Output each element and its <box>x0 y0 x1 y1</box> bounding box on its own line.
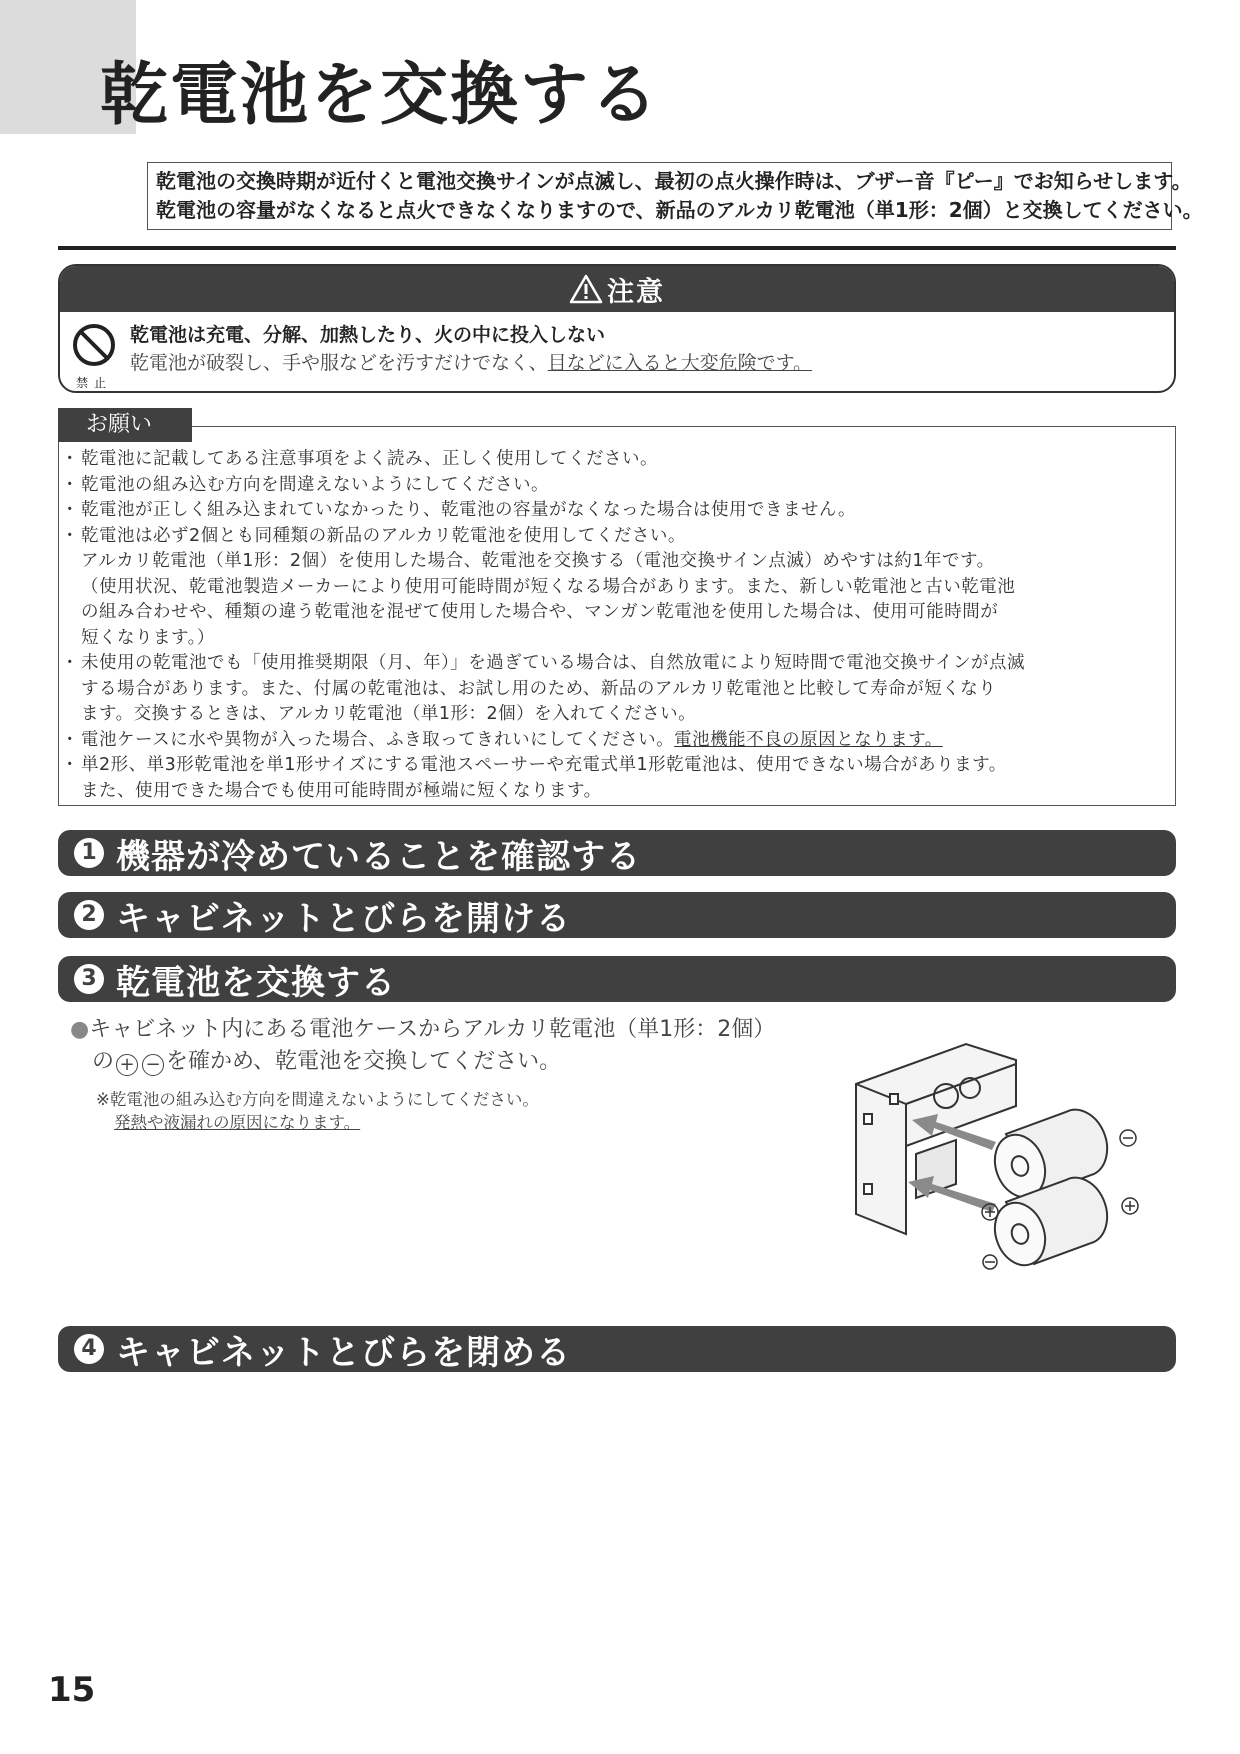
caution-header-label: 注意 <box>607 276 665 308</box>
request-line: ・ 乾電池が正しく組み込まれていなかったり、乾電池の容量がなくなった場合は使用できません。 <box>81 500 857 520</box>
plus-terminal-icon: + <box>116 1054 138 1076</box>
step-3-line-2-post: を確かめ、乾電池を交換してください。 <box>166 1049 562 1074</box>
step-2-bar <box>58 892 1176 938</box>
request-line: ・ 乾電池に記載してある注意事項をよく読み、正しく使用してください。 <box>81 449 659 469</box>
request-list <box>67 447 1165 804</box>
request-box <box>58 426 1176 806</box>
request-line: ・ 単2形、単3形乾電池を単1形サイズにする電池スペーサーや充電式単1形乾電池は、使用できない場合があります。 <box>81 755 1007 775</box>
page-title: 乾電池を交換する <box>100 56 661 135</box>
request-tab: お願い <box>58 408 192 442</box>
warning-triangle-icon <box>569 274 603 304</box>
request-item <box>67 728 1165 754</box>
request-line: 短くなります。） <box>81 627 215 648</box>
step-3-note <box>96 1088 539 1134</box>
step-3-line-1-text: キャビネット内にある電池ケースからアルカリ乾電池（単1形：2個） <box>89 1017 776 1042</box>
request-underlined-text: 電池機能不良の原因となります。 <box>674 729 943 750</box>
request-line: ・ 乾電池の組み込む方向を間違えないようにしてください。 <box>81 474 549 495</box>
prohibit-label: 禁止 <box>75 376 112 390</box>
request-item <box>67 498 1165 524</box>
divider-rule <box>58 246 1176 250</box>
step-3-title: 乾電池を交換する <box>116 962 396 1003</box>
step-4-bar <box>58 1326 1176 1372</box>
step-3-line-2-pre: の <box>92 1049 115 1074</box>
step-2-title: キャビネットとびらを開ける <box>116 898 571 939</box>
step-3-bar <box>58 956 1176 1002</box>
intro-line-1: 乾電池の交換時期が近付くと電池交換サインが点滅し、最初の点火操作時は、ブザー音『ピー』でお知らせします。 <box>156 169 1192 193</box>
request-item <box>67 753 1165 804</box>
request-line: アルカリ乾電池（単1形：2個）を使用した場合、乾電池を交換する（電池交換サイン点滅）めやすは約1年です。 <box>81 551 995 571</box>
caution-body-underlined: 目などに入ると大変危険です。 <box>547 352 813 374</box>
step-4-title: キャビネットとびらを閉める <box>116 1332 571 1373</box>
page-number: 15 <box>48 1670 96 1710</box>
request-plain-text: 電池ケースに水や異物が入った場合、ふき取ってきれいにしてください。 <box>81 729 675 750</box>
request-line: ・ 乾電池は必ず2個とも同種類の新品のアルカリ乾電池を使用してください。 <box>81 525 686 546</box>
request-line: また、使用できた場合でも使用可能時間が極端に短くなります。 <box>81 780 602 801</box>
intro-box <box>147 162 1203 230</box>
caution-body <box>130 348 812 375</box>
caution-header <box>60 266 1174 312</box>
step-1-number: 1 <box>74 838 104 868</box>
step-2-number: 2 <box>74 900 104 930</box>
minus-symbol-icon <box>983 1255 997 1269</box>
intro-line-2: 乾電池の容量がなくなると点火できなくなりますので、新品のアルカリ乾電池（単1形：2個）と交換してください。 <box>156 198 1203 222</box>
request-item <box>67 447 1165 473</box>
request-line: の組み合わせや、種類の違う乾電池を混ぜて使用した場合や、マンガン乾電池を使用した場合は、使用可能時間が <box>81 602 999 622</box>
step-3-instructions <box>70 1014 775 1078</box>
request-item <box>67 651 1165 728</box>
minus-symbol-icon <box>1120 1130 1136 1146</box>
request-line: ます。交換するときは、アルカリ乾電池（単1形：2個）を入れてください。 <box>81 704 697 724</box>
step-1-bar <box>58 830 1176 876</box>
minus-terminal-icon: − <box>142 1054 164 1076</box>
prohibit-icon <box>71 322 117 368</box>
request-item <box>67 524 1165 652</box>
note-line-2: 発熱や液漏れの原因になります。 <box>114 1113 361 1132</box>
caution-box <box>58 264 1176 393</box>
step-4-number: 4 <box>74 1334 104 1364</box>
caution-heading: 乾電池は充電、分解、加熱したり、火の中に投入しない <box>130 324 606 346</box>
request-line <box>81 728 1165 754</box>
battery-replacement-illustration <box>846 1034 1146 1270</box>
bullet-icon: ● <box>70 1017 90 1042</box>
request-line: する場合があります。また、付属の乾電池は、お試し用のため、新品のアルカリ乾電池と比較して寿命が短くなり <box>81 678 997 699</box>
plus-symbol-icon <box>1122 1198 1138 1214</box>
request-line: ・ 未使用の乾電池でも「使用推奨期限（月、年）」を過ぎている場合は、自然放電により短時間で電池交換サインが点滅 <box>81 653 1026 673</box>
batteries <box>987 1110 1108 1270</box>
prohibit-mark <box>70 322 118 391</box>
step-3-line-2 <box>70 1046 775 1078</box>
note-line-1: ※乾電池の組み込む方向を間違えないようにしてください。 <box>96 1090 539 1109</box>
step-3-number: 3 <box>74 964 104 994</box>
request-item <box>67 473 1165 499</box>
step-3-line-1 <box>70 1014 775 1046</box>
step-1-title: 機器が冷めていることを確認する <box>116 836 641 877</box>
request-line: （使用状況、乾電池製造メーカーにより使用可能時間が短くなる場合があります。また、新しい乾電池と古い乾電池 <box>81 576 1016 597</box>
caution-body-plain: 乾電池が破裂し、手や服などを汚すだけでなく、 <box>130 352 548 374</box>
